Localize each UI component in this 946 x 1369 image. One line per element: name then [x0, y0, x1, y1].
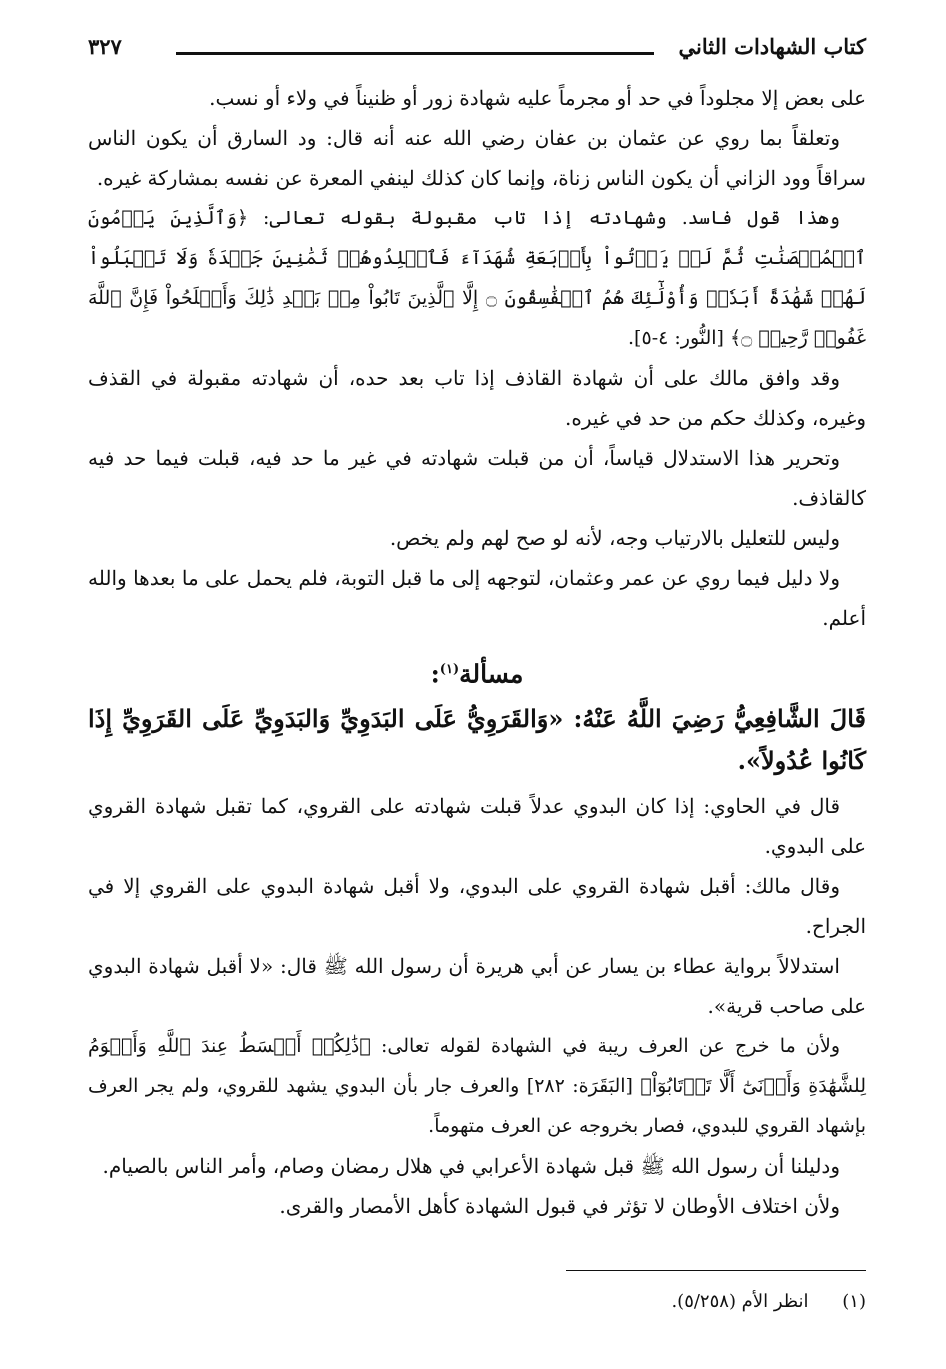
paragraph: ولأن اختلاف الأوطان لا تؤثر في قبول الشهادة كأهل الأمصار والقرى. [279, 1194, 840, 1219]
paragraph: وتحرير هذا الاستدلال قياساً، أن من قبلت شهادته في غير ما حد فيه، قبلت فيما حد فيه كالقاذف. [88, 446, 866, 510]
footnote-text: انظر الأم (٥/٢٥٨). [671, 1291, 809, 1312]
document-page [88, 30, 866, 1350]
footnote-marker[interactable]: (١) [439, 662, 460, 677]
paragraph: ولا دليل فيما روي عن عمر وعثمان، لتوجهه إلى ما قبل التوبة، فلم يحمل على ما بعدها والله أعلم. [88, 566, 866, 630]
page-header [88, 30, 866, 66]
paragraph: قال في الحاوي: إذا كان البدوي عدلاً قبلت شهادته على القروي، كما تقبل شهادة القروي على البدوي. [88, 794, 866, 859]
paragraph: وليس للتعليل بالارتياب وجه، لأنه لو صح لهم ولم يخص. [389, 526, 840, 550]
paragraph: وتعلقاً بما روي عن عثمان بن عفان رضي الله عنه أنه قال: ود السارق أن يكون الناس سراقاً وود الزاني أن يكون الناس زناة، وإنما كان كذلك لينفي المعرة عن نفسه بمشاركة غيره. [88, 126, 866, 190]
footnote-rule [566, 1270, 866, 1271]
page-number: ٣٢٧ [88, 34, 122, 59]
paragraph: وقال مالك: أقبل شهادة القروي على البدوي، ولا أقبل شهادة البدوي على القروي إلا في الجراح. [88, 874, 866, 939]
paragraph-with-quran-verse: ولأن ما خرج عن العرف ريبة في الشهادة لقوله تعالى: ﴿ذَٰلِكُمۡ أَقۡسَطُ عِندَ ٱللَّهِ وَأَقۡوَمُ لِلشَّهَٰدَةِ وَأَدۡنَىٰٓ أَلَّا تَرۡتَابُوٓاْ﴾ [البَقَرَة: ٢٨٢] والعرف جار بأن البدوي يشهد للقروي، ولم يجر العرف بإشهاد القروي للبدوي، فصار بخروجه عن العرف متهوماً. [88, 1035, 866, 1138]
body-text [88, 78, 866, 1226]
paragraph: استدلالاً برواية عطاء بن يسار عن أبي هريرة أن رسول الله ﷺ قال: «لا أقبل شهادة البدوي على صاحب قرية». [88, 954, 866, 1019]
paragraph: ودليلنا أن رسول الله ﷺ قبل شهادة الأعرابي في هلال رمضان وصام، وأمر الناس بالصيام. [102, 1154, 840, 1179]
section-heading [88, 650, 866, 694]
footnote-number: (١) [842, 1291, 866, 1312]
footnote [671, 1288, 866, 1316]
paragraph-with-quran-verse: وهذا قول فاسد. وشهادته إذا تاب مقبولة بقوله تعالى: ﴿وَٱلَّذِينَ يَرۡمُونَ ٱلۡمُحۡصَنَٰتِ ثُمَّ لَمۡ يَأۡتُواْ بِأَرۡبَعَةِ شُهَدَآءَ فَٱجۡلِدُوهُمۡ ثَمَٰنِينَ جَلۡدَةٗ وَلَا تَقۡبَلُواْ لَهُمۡ شَهَٰدَةً أَبَدٗاۚ وَأُوْلَٰٓئِكَ هُمُ ٱلۡفَٰسِقُونَ ۝ إِلَّا ٱلَّذِينَ تَابُواْ مِنۢ بَعۡدِ ذَٰلِكَ وَأَصۡلَحُواْ فَإِنَّ ٱللَّهَ غَفُورٞ رَّحِيمٞ ۝﴾ [النُّور: ٤-٥]. [88, 207, 866, 349]
paragraph: وقد وافق مالك على أن شهادة القاذف إذا تاب بعد حده، أن شهادته مقبولة في القذف وغيره، وكذلك حكم من حد في غيره. [88, 366, 866, 430]
section-heading-text: مسألة [459, 659, 524, 689]
section-heading-colon: : [430, 659, 440, 689]
paragraph: على بعض إلا مجلوداً في حد أو مجرماً عليه شهادة زور أو ظنيناً في ولاء أو نسب. [209, 86, 866, 110]
header-rule [176, 52, 654, 55]
imam-quote: قَالَ الشَّافِعِيُّ رَضِيَ اللَّهُ عَنْهُ: «وَالقَرَوِيُّ عَلَى البَدَوِيِّ وَالبَدَوِيِّ عَلَى القَرَوِيِّ إِذَا كَانُوا عُدُولاً». [88, 704, 866, 776]
book-title: كتاب الشهادات الثاني [678, 34, 866, 59]
